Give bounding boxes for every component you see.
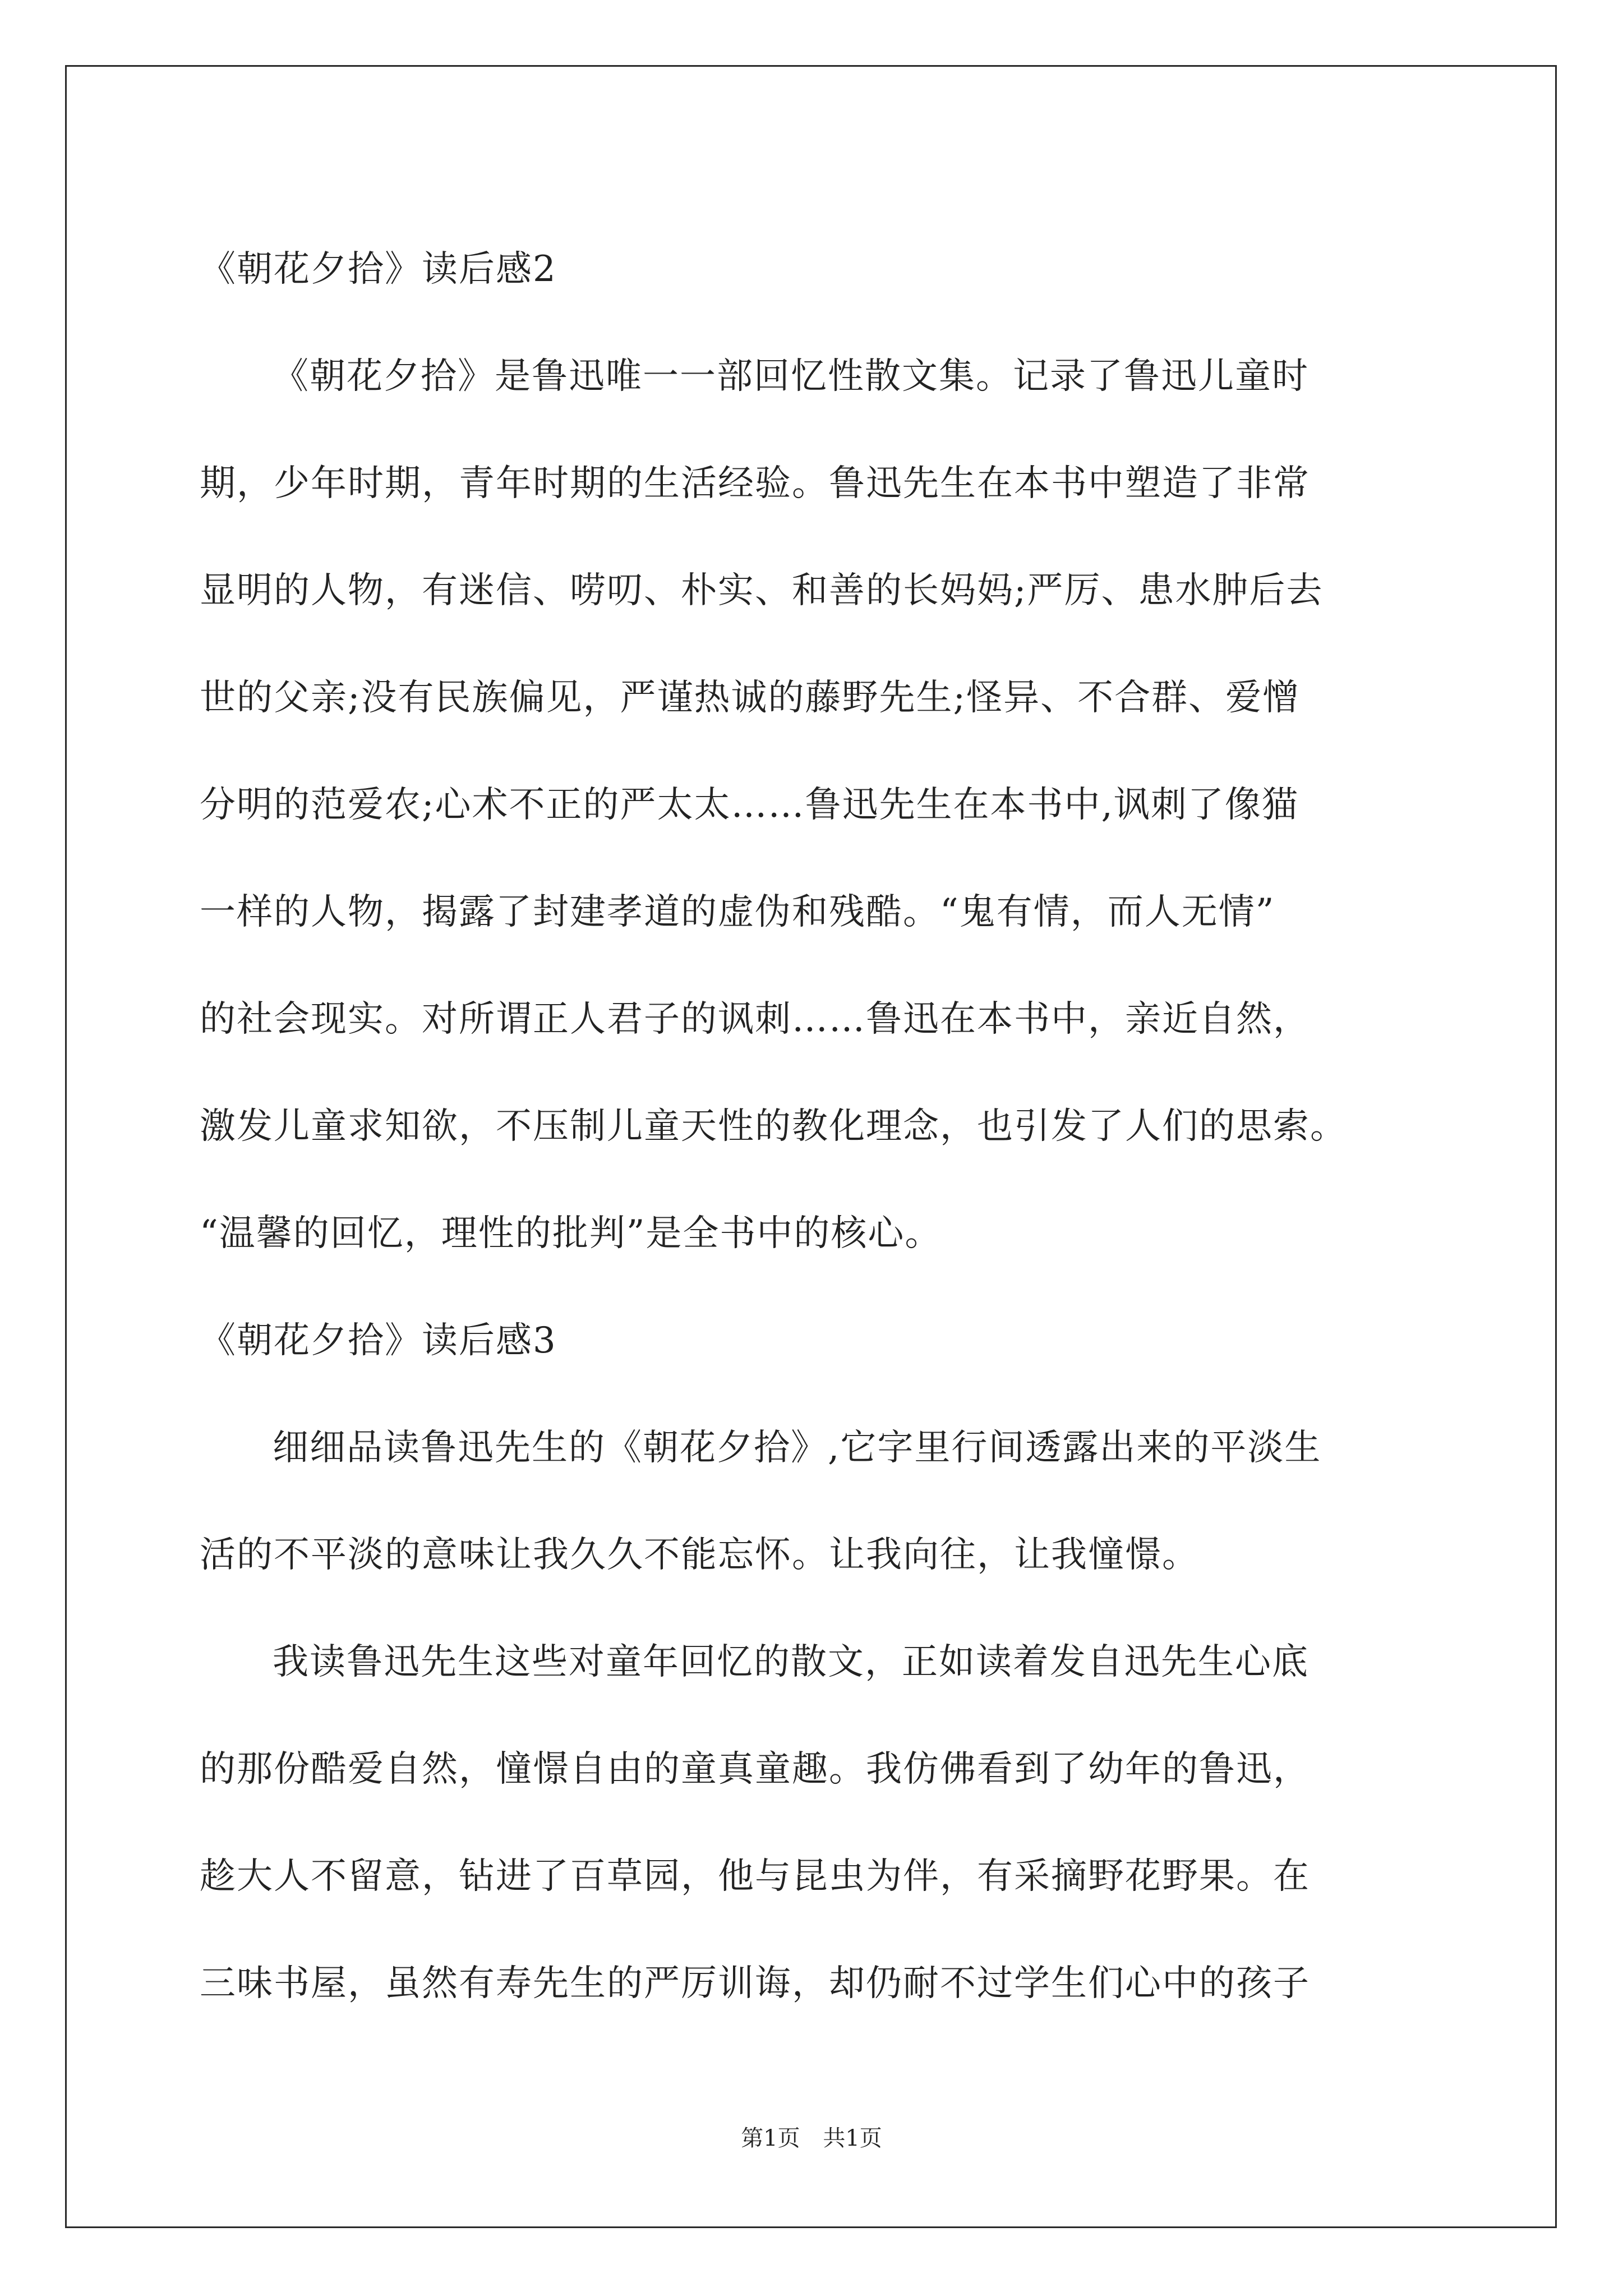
section-heading: 《朝花夕拾》读后感3 [200, 1320, 557, 1361]
section-heading: 《朝花夕拾》读后感2 [200, 249, 557, 290]
paragraph-line: 活的不平淡的意味让我久久不能忘怀。让我向往，让我憧憬。 [200, 1534, 1199, 1576]
page-footer [0, 2120, 1623, 2152]
paragraph-line: 分明的范爱农;心术不正的严太太……鲁迅先生在本书中,讽刺了像猫 [200, 784, 1299, 826]
paragraph-line: 一样的人物，揭露了封建孝道的虚伪和残酷。“鬼有情，而人无情” [200, 891, 1275, 933]
paragraph-line: 激发儿童求知欲，不压制儿童天性的教化理念，也引发了人们的思索。 [200, 1106, 1347, 1147]
paragraph-line: 世的父亲;没有民族偏见，严谨热诚的藤野先生;怪异、不合群、爱憎 [200, 677, 1300, 719]
paragraph-line: 《朝花夕拾》是鲁迅唯一一部回忆性散文集。记录了鲁迅儿童时 [273, 356, 1309, 397]
paragraph-line: 细细品读鲁迅先生的《朝花夕拾》,它字里行间透露出来的平淡生 [273, 1427, 1322, 1469]
paragraph-line: 三味书屋，虽然有寿先生的严厉训诲，却仍耐不过学生们心中的孩子 [200, 1963, 1310, 2004]
document-body [200, 216, 1456, 2037]
paragraph-line: 趁大人不留意，钻进了百草园，他与昆虫为伴，有采摘野花野果。在 [200, 1856, 1310, 1897]
paragraph-line: 显明的人物，有迷信、唠叨、朴实、和善的长妈妈;严厉、患水肿后去 [200, 570, 1324, 611]
paragraph-line: 的社会现实。对所谓正人君子的讽刺……鲁迅在本书中，亲近自然， [200, 999, 1310, 1040]
paragraph-line: 的那份酷爱自然，憧憬自由的童真童趣。我仿佛看到了幼年的鲁迅， [200, 1749, 1310, 1790]
paragraph-line: 我读鲁迅先生这些对童年回忆的散文，正如读着发自迅先生心底 [273, 1641, 1309, 1683]
paragraph-line: “温馨的回忆，理性的批判”是全书中的核心。 [200, 1213, 942, 1254]
page-number: 第1页 [741, 2125, 800, 2151]
paragraph-line: 期，少年时期，青年时期的生活经验。鲁迅先生在本书中塑造了非常 [200, 463, 1310, 504]
page-total: 共1页 [823, 2125, 882, 2151]
